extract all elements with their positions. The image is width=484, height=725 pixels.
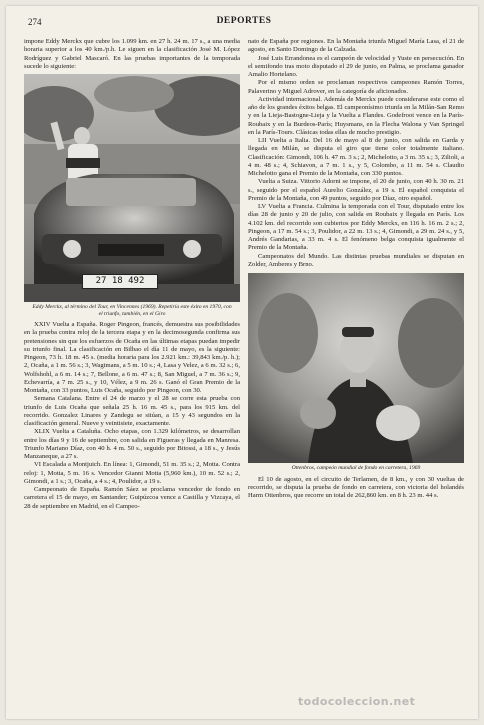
photo-merckx-caption: Eddy Merckx, al término del Tour, en Vincennes (1969). Repetiría este éxito en 1970, con el triunfo, también, en el Giro [32, 304, 232, 317]
paragraph-errandonea: José Luis Errandonea es el campeón de velocidad y Yuste en persecución. En el semifondo tras moto disputado el 29 de junio, en Palma, se proclama ganador Amalio Hortelano. [248, 54, 464, 78]
left-column [24, 38, 240, 511]
paragraph-vuelta-suiza: Vuelta a Suiza. Vittorio Adorni se impone, el 20 de junio, con 40 h. 30 m. 21 s., seguido por el español Aurelio González, a 19 s. El español conquista el Premio de la Montaña, con 49 puntos, seguido por Díaz, otro español. [248, 178, 464, 202]
page-header [28, 17, 460, 33]
paragraph-vuelta-cataluna: XLIX Vuelta a Cataluña. Ocho etapas, con 1.329 kilómetros, se desarrollan entre los días 9 y 16 de septiembre, con salida en Figueras y llegada en Manresa. Triunfo Mariano Díaz, con 40 h. 4 m. 50 s., seguido por Bitossi, a 18 s., y Jesús Manzaneque, a 27 s. [24, 428, 240, 461]
photo-merckx [24, 74, 240, 302]
right-column [248, 38, 464, 500]
page-number: 274 [28, 17, 42, 27]
paragraph-campeonato-espana: Campeonato de España. Ramón Sáez se proclama vencedor de fondo en carretera el 15 de mayo, en Santander; Guipúzcoa vence a Castilla y Vizcaya, el 28 de septiembre en Madrid, en el Campeo- [24, 486, 240, 510]
paragraph-actividad-internacional: Actividad internacional. Además de Merckx puede considerarse este como el año de los grandes éxitos belgas. El campeonísimo triunfa en la Milán-San Remo y en la Lieja-Bastogne-Lieja y la Vuelta a Flandes. Godefroot vence en la París-Roubaix y en la Burdeos-París; Huysmans, en la Flecha Walona y Van Springel en la París-Tours. Clásicas todas ellas de mucho prestigio. [248, 95, 464, 136]
paragraph-continuation: nato de España por regiones. En la Montaña triunfa Miguel María Lasa, el 21 de agosto, en Santo Domingo de la Calzada. [248, 38, 464, 54]
paragraph-intro: impone Eddy Merckx que cubre los 1.099 km. en 27 h. 24 m. 17 s., a una media horaria superior a los 40 km./p.h. Le siguen en la clasificación José M. López Rodríguez y Gabriel Mascaró. En las pruebas importantes de la temporada sucede lo siguiente: [24, 38, 240, 70]
paragraph-aficionados: Por el mismo orden se proclaman respectivos campeones Ramón Torres, Palaverino y Miguel Adrover, en la categoría de aficionados. [248, 79, 464, 95]
running-title: DEPORTES [216, 16, 272, 26]
paragraph-campeonatos-mundo: Campeonatos del Mundo. Las distintas pruebas mundiales se disputan en Zolder, Amberes y Brno. [248, 252, 464, 268]
photo-ottenbros-image [248, 273, 464, 463]
license-plate: 27 18 492 [82, 274, 158, 289]
magazine-page [6, 6, 478, 719]
watermark-logo: todocoleccion.net [298, 695, 416, 708]
paragraph-tour: LV Vuelta a Francia. Culmina la temporada con el Tour, disputado entre los días 28 de junio y 20 de julio, con salida en Roubaix y llegada en París. Los 4.102 km. del recorrido son cubiertos por Eddy Merckx, en 116 h. 16 m. 2 s.; 2, Pingeon, a 17 m. 54 s.; 3, Poulidor, a 22 m. 13 s.; 4, Gimondi, a 29 m. 24 s., y 5, Andrés Gandarias, a 33 m. 4 s. El fenómeno belga conquista igualmente el Premio de la Montaña. [248, 203, 464, 252]
paragraph-escalada-montjuich: VI Escalada a Montjuich. En línea: 1, Gimondi, 51 m. 35 s.; 2, Motta. Contra reloj: 1, Motta, 5 m. 16 s. Vencedor Gianni Motta (5,960 km.), 10 m. 52 s.; 2, Gimondi, a 1 s.; 3, Ocaña, a 4 s.; 4, Poulidor, a 19 s. [24, 461, 240, 485]
photo-ottenbros-caption: Ottenbros, campeón mundial de fondo en carretera, 1969 [291, 465, 421, 471]
paragraph-giro: LII Vuelta a Italia. Del 16 de mayo al 8 de junio, con salida en Garda y llegada en Milán, se disputa el giro que tiene color totalmente italiano. Clasificación: Gimondi, 106 h. 47 m. 3 s.; 2, Michelotto, a 3 m. 35 s.; 3, Zilioli, a 4 m. 48 s.; 4, Schiavon, a 7 m. 1 s., y 5, Colombo, a 11 m. 54 s. Claudio Michelotto gana el Premio de la Montaña, con 330 puntos. [248, 137, 464, 177]
photo-merckx-image [24, 74, 240, 302]
paragraph-ottenbros: El 10 de agosto, en el circuito de Terlamen, de 8 km., y con 30 vueltas de recorrido, se disputa la prueba de fondo en carretera, con victoria del holandés Harm Ottenbros, que recorre un total de 262,860 km. en 8 h. 23 m. 44 s. [248, 475, 464, 500]
paragraph-semana-catalana: Semana Catalana. Entre el 24 de marzo y el 28 se corre esta prueba con triunfo de Luis Ocaña que señala 25 h. 16 m. 45 s., para los 915 km. del recorrido. Gonzalez Linares y Zandegu se sitúan, a 15 y 43 segundos en la clasificación general. Nueve y veintisiete, exactamente. [24, 395, 240, 428]
paragraph-vuelta-espana: XXIV Vuelta a España. Roger Pingeon, francés, demuestra sus posibilidades en la prueba contra reloj de la tercera etapa y en la decimosegunda confirma sus pretensiones sin que los esfuerzos de Ocaña en las últimas etapas puedan impedir su triunfo final. La clasificación en Bilbao el día 11 de mayo, es la siguiente: Pingeon, 73 h. 18 m. 45 s. (media horaria para los 2.921 km.: 39,843 km./p. h.); 2, Ocaña, a 1 m. 56 s.; 3, Wagtmans, a 5 m. 10 s.; 4, Lasa y Velez, a 6 m. 32 s.; 6, Wolfshohl, a 6 m. 14 s.; 7, Bellone, a 6 m. 47 s.; 8, San Miguel, a 7 m. 36 s.; 9, Echevarría, a 7 m. 25 s., y 10, Vélez, a 9 m. 26 s. Ganó el Gran Premio de la Montaña, con 33 puntos, Luis Ocaña, seguido por Pingeon, con 30. [24, 321, 240, 395]
photo-ottenbros [248, 273, 464, 463]
